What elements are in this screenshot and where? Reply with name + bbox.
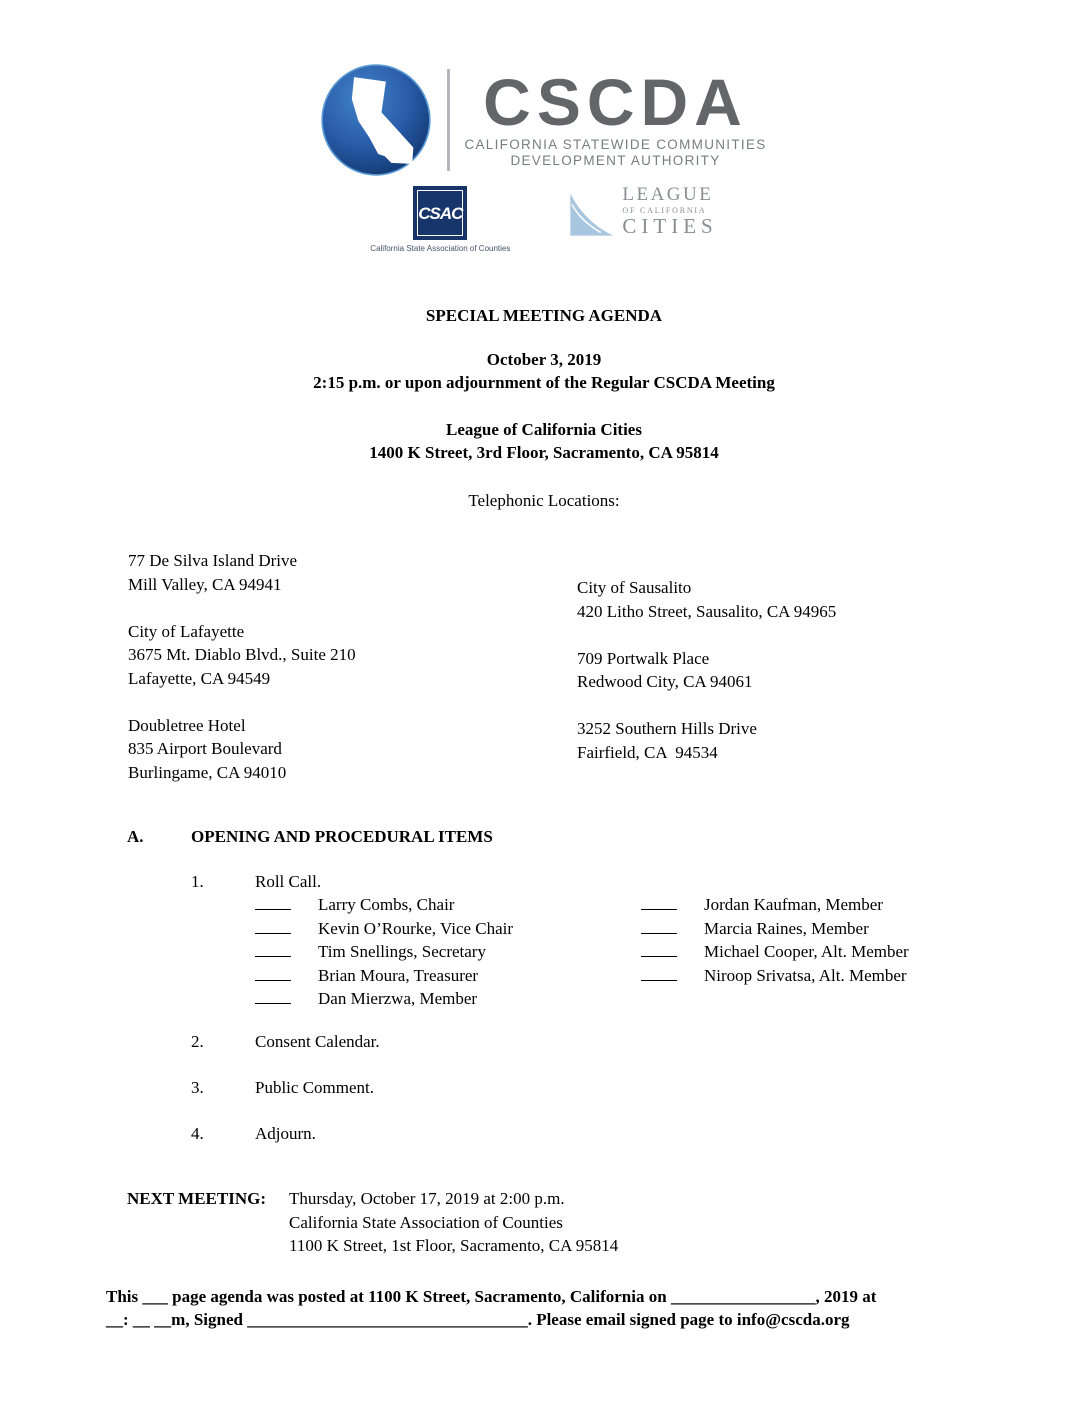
agenda-item-3 — [0, 1076, 1088, 1100]
roll-call-entry — [255, 917, 641, 941]
section-title: OPENING AND PROCEDURAL ITEMS — [191, 827, 493, 846]
address-line: 709 Portwalk Place — [577, 648, 710, 668]
posting-notice-line1: This ___ page agenda was posted at 1100 K Street, Sacramento, California on _________________, 2019 at — [106, 1286, 877, 1306]
roll-call-name: Jordan Kaufman, Member — [704, 895, 883, 914]
item-number: 2. — [191, 1031, 204, 1051]
cscda-subtitle-line2: DEVELOPMENT AUTHORITY — [510, 152, 721, 168]
agenda-item-1 — [0, 870, 1088, 894]
roll-call-name: Larry Combs, Chair — [318, 895, 455, 914]
cscda-logo — [0, 62, 1088, 178]
telephonic-label: Telephonic Locations: — [468, 490, 620, 510]
roll-call-name: Kevin O’Rourke, Vice Chair — [318, 918, 514, 938]
location-block — [128, 620, 577, 691]
signature-blank — [641, 896, 677, 910]
item-label: Public Comment. — [255, 1077, 374, 1097]
address-line: City of Lafayette — [128, 621, 245, 641]
league-sail-icon — [568, 186, 615, 243]
address-line: 420 Litho Street, Sausalito, CA 94965 — [577, 601, 837, 621]
roll-call-name: Niroop Srivatsa, Alt. Member — [704, 965, 907, 985]
next-meeting-line: Thursday, October 17, 2019 at 2:00 p.m. — [289, 1189, 565, 1208]
item-number: 3. — [191, 1077, 204, 1097]
item-label: Consent Calendar. — [255, 1031, 380, 1051]
document-header — [0, 0, 1088, 258]
meeting-datetime — [0, 348, 1088, 395]
venue-name: League of California Cities — [446, 419, 642, 439]
signature-blank — [255, 896, 291, 910]
agenda-item-4 — [0, 1122, 1088, 1146]
roll-call-name: Michael Cooper, Alt. Member — [704, 942, 909, 961]
signature-blank — [255, 967, 291, 981]
logo-divider — [447, 69, 450, 171]
address-line: Mill Valley, CA 94941 — [128, 574, 282, 594]
roll-call-entry — [255, 893, 641, 917]
address-line: 3675 Mt. Diablo Blvd., Suite 210 — [128, 645, 356, 664]
next-meeting-line: 1100 K Street, 1st Floor, Sacramento, CA 95814 — [289, 1236, 619, 1255]
location-block — [577, 576, 836, 623]
posting-notice — [0, 1285, 1088, 1332]
venue-address: 1400 K Street, 3rd Floor, Sacramento, CA 95814 — [369, 443, 719, 462]
league-text-line2: OF CALIFORNIA — [622, 206, 707, 215]
address-line: City of Sausalito — [577, 578, 692, 597]
roll-call-entry — [641, 917, 909, 941]
locations-right-column — [577, 549, 836, 784]
next-meeting-label: NEXT MEETING: — [127, 1189, 267, 1208]
signature-blank — [255, 920, 291, 934]
telephonic-locations — [0, 549, 1088, 784]
california-globe-icon — [321, 64, 431, 176]
location-block — [577, 717, 836, 764]
csac-logo — [370, 186, 510, 254]
signature-blank — [641, 967, 677, 981]
meeting-time: 2:15 p.m. or upon adjournment of the Regular CSCDA Meeting — [313, 373, 775, 392]
roll-call-name: Tim Snellings, Secretary — [318, 942, 486, 961]
roll-call-entry — [255, 964, 641, 988]
section-heading — [0, 825, 1088, 849]
csac-caption: California State Association of Counties — [370, 244, 511, 253]
location-block — [128, 714, 577, 785]
section-letter: A. — [127, 827, 144, 846]
location-block — [128, 549, 577, 596]
meeting-venue — [0, 418, 1088, 465]
item-number: 1. — [191, 871, 204, 891]
csac-acronym: CSAC — [418, 203, 463, 223]
roll-call-list — [0, 893, 1088, 1011]
address-line: Redwood City, CA 94061 — [577, 672, 753, 691]
roll-call-entry — [255, 987, 641, 1011]
agenda-item-2 — [0, 1030, 1088, 1054]
cscda-wordmark — [464, 64, 767, 169]
cscda-subtitle-line1: CALIFORNIA STATEWIDE COMMUNITIES — [464, 136, 767, 152]
page-title: SPECIAL MEETING AGENDA — [425, 306, 663, 325]
next-meeting-line: California State Association of Counties — [289, 1212, 563, 1232]
league-logo — [568, 186, 717, 243]
roll-call-name: Dan Mierzwa, Member — [318, 989, 478, 1008]
league-text-line3: CITIES — [622, 214, 718, 238]
roll-call-right-column — [641, 893, 909, 1011]
roll-call-name: Marcia Raines, Member — [704, 918, 869, 938]
csac-box-icon — [413, 186, 467, 240]
roll-call-left-column — [255, 893, 641, 1011]
roll-call-entry — [641, 940, 909, 964]
address-line: 77 De Silva Island Drive — [128, 551, 298, 570]
league-wordmark — [622, 186, 717, 237]
roll-call-entry — [641, 964, 909, 988]
address-line: Burlingame, CA 94010 — [128, 762, 287, 782]
signature-blank — [255, 990, 291, 1004]
next-meeting-details — [289, 1187, 618, 1258]
signature-blank — [641, 943, 677, 957]
next-meeting-block — [0, 1187, 1088, 1258]
signature-blank — [641, 920, 677, 934]
league-text-line1: LEAGUE — [622, 184, 714, 205]
posting-notice-line2: __: __ __m, Signed _________________________________. Please email signed page to info@cscda.org — [106, 1310, 850, 1329]
locations-left-column — [128, 549, 577, 784]
item-label: Roll Call. — [255, 871, 322, 891]
roll-call-entry — [255, 940, 641, 964]
address-line: Doubletree Hotel — [128, 715, 246, 735]
address-line: 3252 Southern Hills Drive — [577, 719, 757, 738]
roll-call-entry — [641, 893, 909, 917]
address-line: Fairfield, CA 94534 — [577, 742, 718, 762]
item-number: 4. — [191, 1123, 204, 1143]
partner-logos — [0, 186, 1088, 258]
item-label: Adjourn. — [255, 1123, 316, 1143]
cscda-acronym: CSCDA — [483, 64, 748, 139]
address-line: Lafayette, CA 94549 — [128, 668, 271, 688]
roll-call-name: Brian Moura, Treasurer — [318, 965, 479, 985]
address-line: 835 Airport Boulevard — [128, 739, 282, 758]
meeting-date: October 3, 2019 — [486, 349, 602, 369]
signature-blank — [255, 943, 291, 957]
location-block — [577, 647, 836, 694]
